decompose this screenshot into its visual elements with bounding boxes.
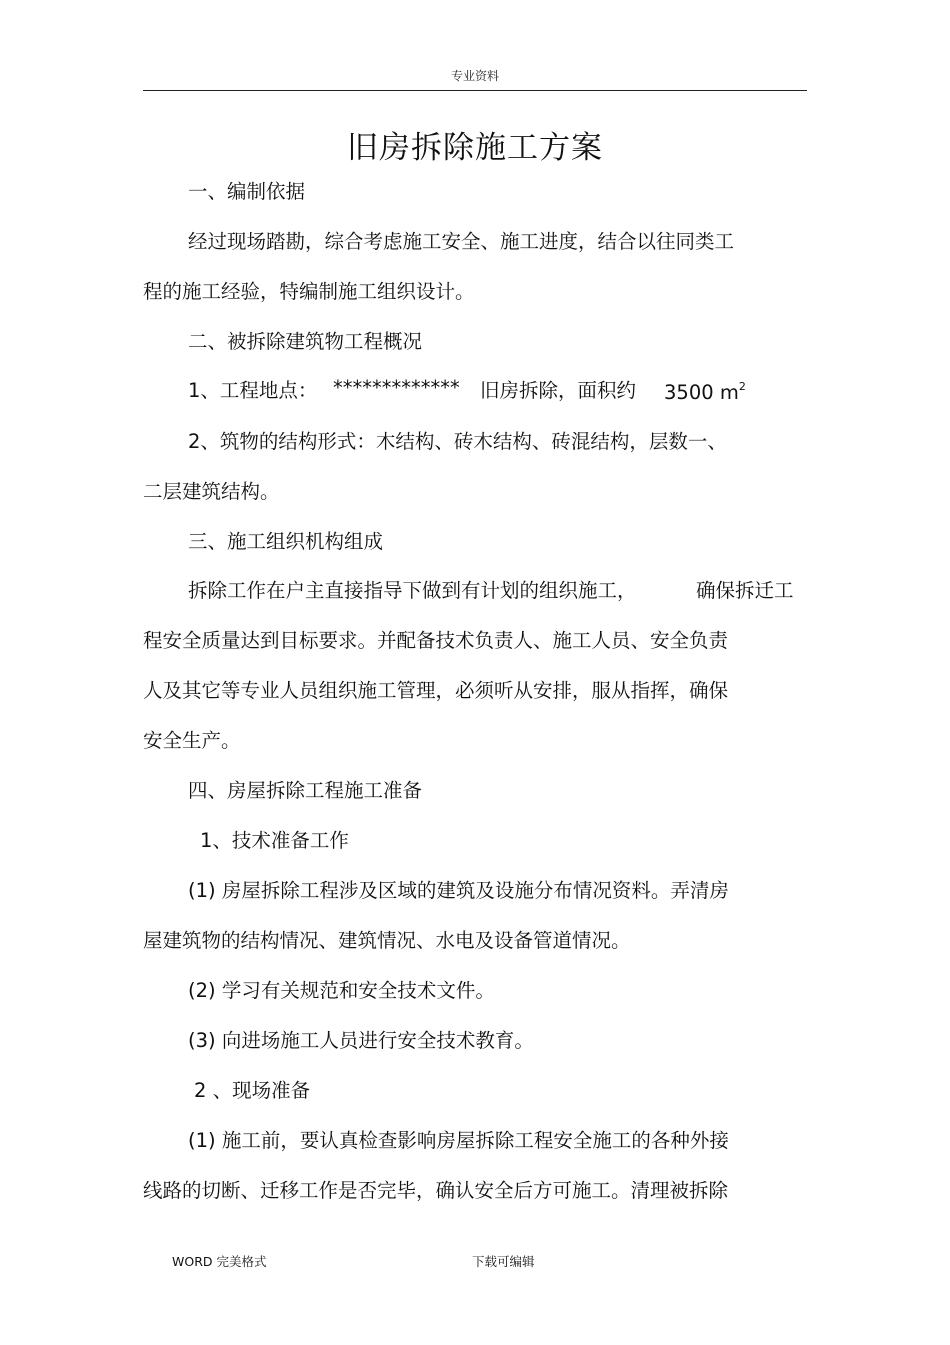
project-area-label: 旧房拆除，面积约 [480,379,637,402]
list-item: (2) 学习有关规范和安全技术文件。 [188,979,495,1002]
paragraph-line: 拆除工作在户主直接指导下做到有计划的组织施工， [188,579,637,602]
paragraph-line: 经过现场踏勘，综合考虑施工安全、施工进度，结合以往同类工 [188,230,735,253]
paragraph-line: 确保拆迁工 [696,579,794,602]
paragraph-line: 线路的切断、迁移工作是否完毕，确认安全后方可施工。清理被拆除 [143,1179,729,1202]
paragraph-line: 程的施工经验，特编制施工组织设计。 [143,280,475,303]
section-heading-4: 四、房屋拆除工程施工准备 [188,779,423,802]
paragraph-line: 2、筑物的结构形式：木结构、砖木结构、砖混结构，层数一、 [188,430,727,453]
paragraph-line: 屋建筑物的结构情况、建筑情况、水电及设备管道情况。 [143,929,631,952]
list-item: (1) 施工前，要认真检查影响房屋拆除工程安全施工的各种外接 [188,1129,729,1152]
paragraph-line: 二层建筑结构。 [143,480,280,503]
paragraph-line: 程安全质量达到目标要求。并配备技术负责人、施工人员、安全负责 [143,629,729,652]
section-heading-1: 一、编制依据 [188,180,306,203]
list-item: (3) 向进场施工人员进行安全技术教育。 [188,1029,534,1052]
subsection-heading: 2 、现场准备 [194,1079,311,1102]
paragraph-line: 人及其它等专业人员组织施工管理，必须听从安排，服从指挥，确保 [143,679,729,702]
header-rule [143,90,807,91]
project-location-label: 1、工程地点： [188,379,318,402]
footer-left-text: WORD 完美格式 [172,1254,267,1269]
project-location-value: ************* [333,376,460,399]
list-item: (1) 房屋拆除工程涉及区域的建筑及设施分布情况资料。弄清房 [188,879,729,902]
section-heading-2: 二、被拆除建筑物工程概况 [188,330,423,353]
header-text: 专业资料 [450,69,499,83]
section-heading-3: 三、施工组织机构组成 [188,530,384,553]
paragraph-line: 安全生产。 [143,729,241,752]
area-superscript: 2 [738,380,746,393]
document-title: 旧房拆除施工方案 [347,130,603,166]
project-area-value: 3500 $m^2$ [664,380,746,404]
footer-right-text: 下载可编辑 [472,1254,535,1269]
subsection-heading: 1、技术准备工作 [200,829,349,852]
